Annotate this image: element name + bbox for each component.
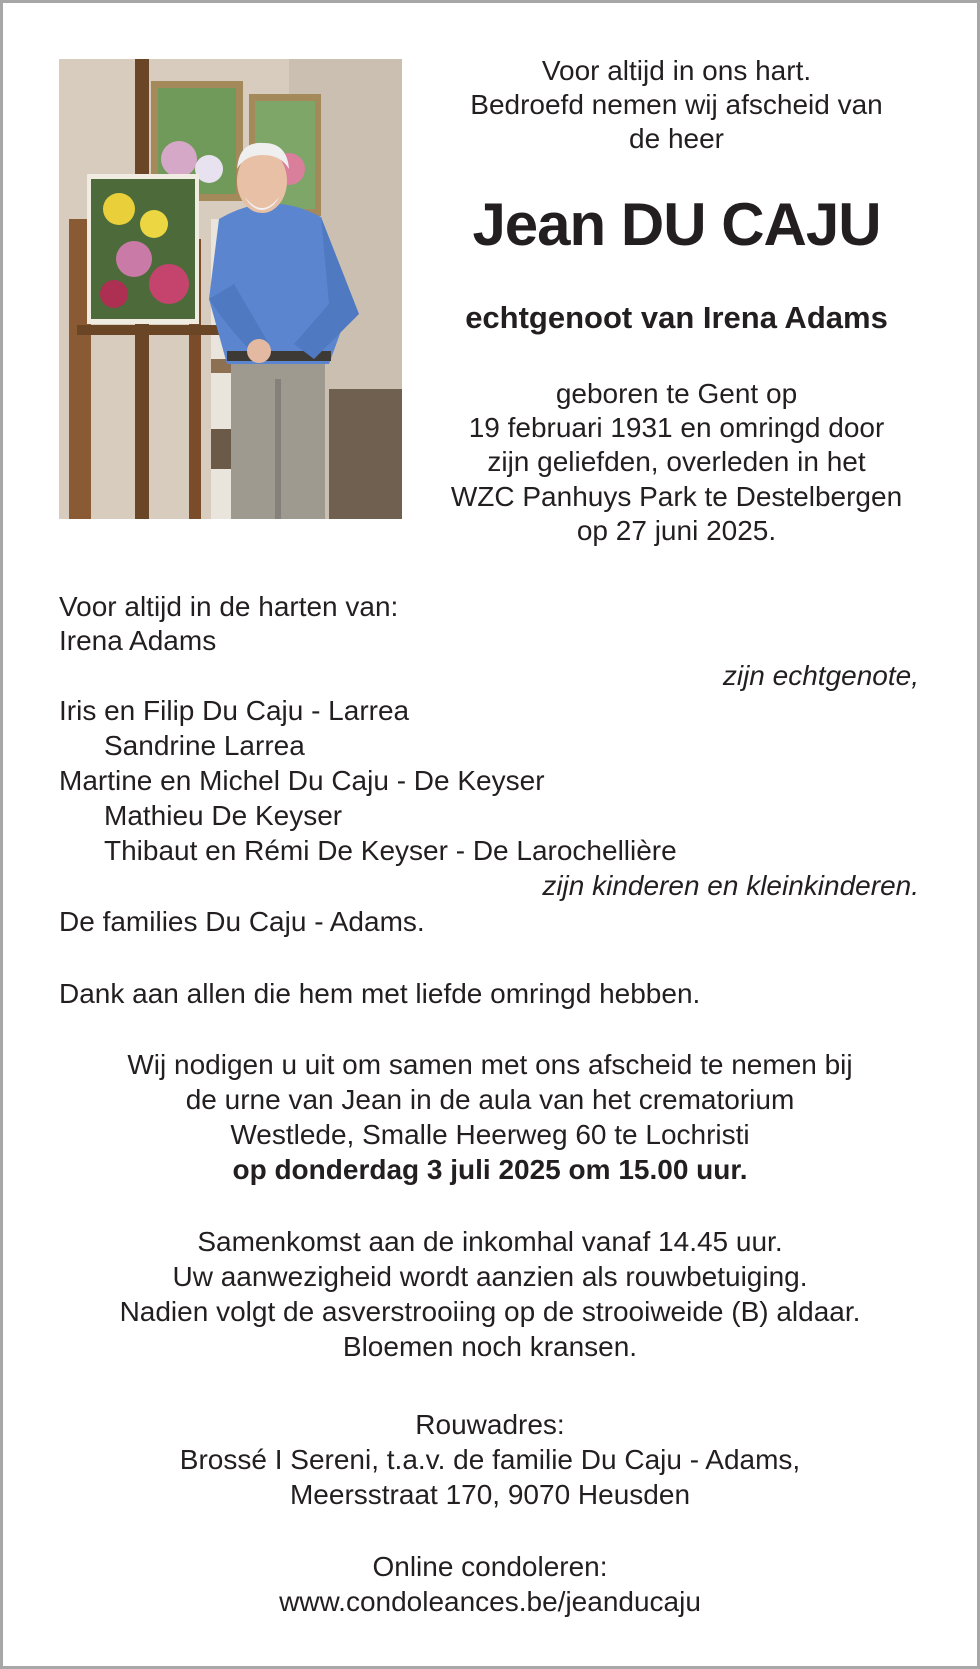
practical-line-1: Samenkomst aan de inkomhal vanaf 14.45 uur. [197,1226,783,1257]
family-member: Mathieu De Keyser [104,800,343,831]
spouse-line: echtgenoot van Irena Adams [465,300,888,335]
practical-line-2: Uw aanwezigheid wordt aanzien als rouwbetuiging. [172,1261,808,1292]
family-intro: Voor altijd in de harten van: [59,591,399,622]
address-line-2: Meersstraat 170, 9070 Heusden [289,1479,691,1510]
birth-line-3: zijn geliefden, overleden in het [487,446,866,477]
intro-line-2: Bedroefd nemen wij afscheid van [470,89,883,120]
spouse-name: Irena Adams [59,625,217,656]
family-member: Thibaut en Rémi De Keyser - De Larochellière [104,835,677,866]
families-line: De families Du Caju - Adams. [59,906,425,937]
birth-line-5: op 27 juni 2025. [576,515,777,546]
family-member: Sandrine Larrea [104,730,305,761]
family-member: Martine en Michel Du Caju - De Keyser [59,765,545,796]
address-label: Rouwadres: [415,1409,565,1440]
invitation-line-3: Westlede, Smalle Heerweg 60 te Lochristi [230,1119,750,1150]
online-label: Online condoleren: [372,1551,608,1582]
children-role: zijn kinderen en kleinkinderen. [542,870,919,901]
birth-line-1: geboren te Gent op [555,378,798,409]
family-member: Iris en Filip Du Caju - Larrea [59,695,410,726]
intro-line-1: Voor altijd in ons hart. [541,55,812,86]
condolence-url[interactable]: www.condoleances.be/jeanducaju [279,1586,701,1617]
birth-line-2: 19 februari 1931 en omringd door [468,412,885,443]
practical-line-4: Bloemen noch kransen. [342,1331,638,1362]
birth-line-4: WZC Panhuys Park te Destelbergen [450,481,903,512]
thanks-line: Dank aan allen die hem met liefde omringd hebben. [59,978,701,1009]
address-line-1: Brossé I Sereni, t.a.v. de familie Du Caju - Adams, [179,1444,801,1475]
portrait-photo [59,59,402,519]
invitation-line-2: de urne van Jean in de aula van het crematorium [185,1084,795,1115]
spouse-role: zijn echtgenote, [722,660,919,691]
intro-line-3: de heer [629,123,724,154]
invitation-line-1: Wij nodigen u uit om samen met ons afscheid te nemen bij [127,1049,853,1080]
deceased-name: Jean DU CAJU [472,191,881,258]
ceremony-date: op donderdag 3 juli 2025 om 15.00 uur. [232,1154,748,1185]
practical-line-3: Nadien volgt de asverstrooiing op de strooiweide (B) aldaar. [119,1296,861,1327]
